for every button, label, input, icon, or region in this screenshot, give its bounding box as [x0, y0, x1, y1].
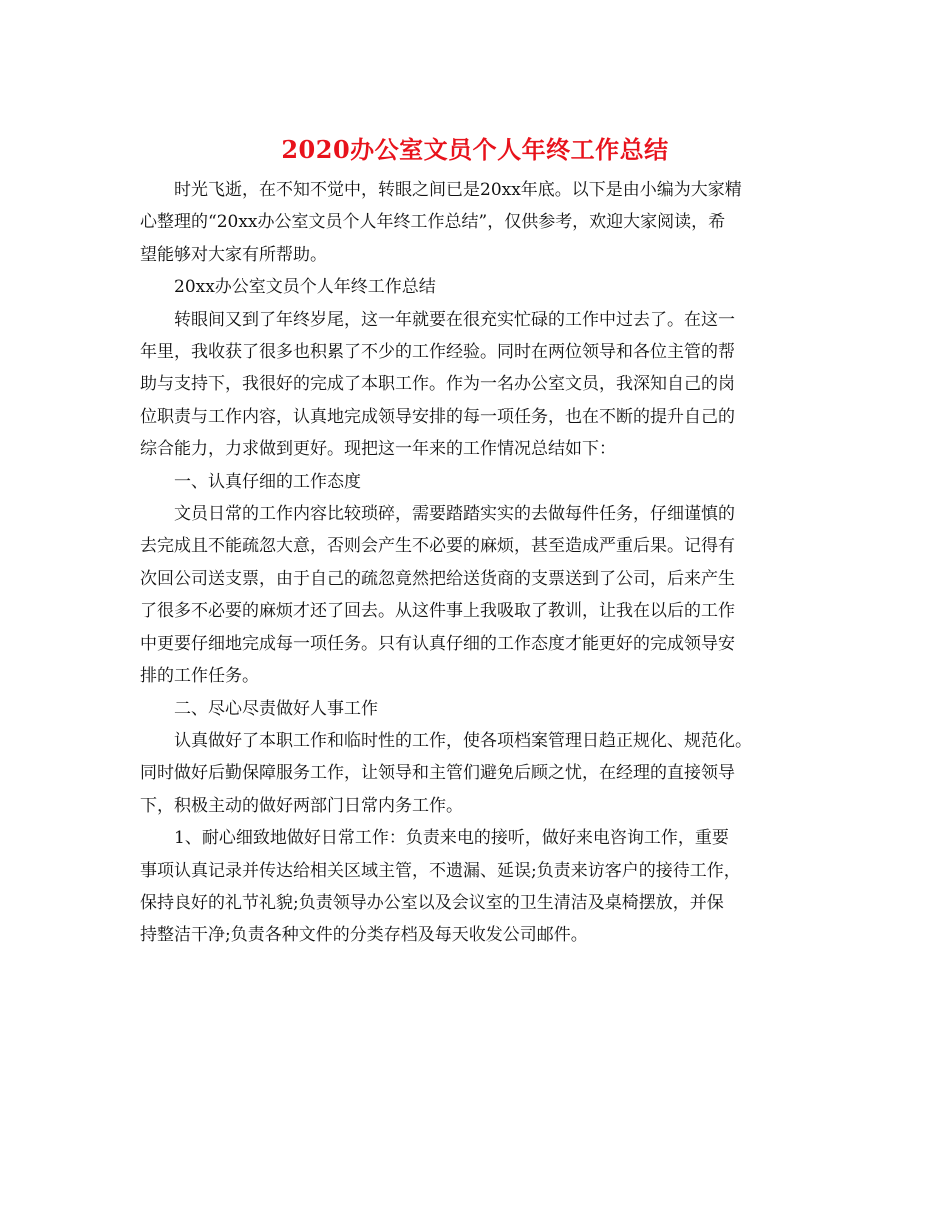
paragraph-line: 认真做好了本职工作和临时性的工作，使各项档案管理日趋正规化、规范化。 [174, 730, 752, 751]
paragraph-line: 次回公司送支票，由于自己的疏忽竟然把给送货商的支票送到了公司，后来产生 [140, 568, 735, 589]
paragraph-line: 心整理的“20xx办公室文员个人年终工作总结”，仅供参考，欢迎大家阅读，希 [140, 212, 726, 233]
paragraph-line: 二、尽心尽责做好人事工作 [174, 698, 378, 719]
paragraph-line: 排的工作任务。 [140, 666, 259, 687]
paragraph [140, 271, 808, 303]
paragraph-line: 了很多不必要的麻烦才还了回去。从这件事上我吸取了教训，让我在以后的工作 [140, 601, 735, 622]
paragraph-line: 事项认真记录并传达给相关区域主管，不遗漏、延误;负责来访客户的接待工作， [140, 860, 741, 881]
paragraph-line: 同时做好后勤保障服务工作，让领导和主管们避免后顾之忧，在经理的直接领导 [140, 763, 735, 784]
paragraph-line: 文员日常的工作内容比较琐碎，需要踏踏实实的去做每件任务，仔细谨慎的 [174, 504, 735, 525]
paragraph-line: 持整洁干净;负责各种文件的分类存档及每天收发公司邮件。 [140, 925, 588, 946]
paragraph [140, 498, 808, 692]
paragraph-line: 助与支持下，我很好的完成了本职工作。作为一名办公室文员，我深知自己的岗 [140, 374, 735, 395]
paragraph-line: 位职责与工作内容，认真地完成领导安排的每一项任务，也在不断的提升自己的 [140, 406, 735, 427]
paragraph-line: 望能够对大家有所帮助。 [140, 244, 327, 265]
paragraph-line: 中更要仔细地完成每一项任务。只有认真仔细的工作态度才能更好的完成领导安 [140, 633, 735, 654]
paragraph-line: 时光飞逝，在不知不觉中，转眼之间已是20xx年底。以下是由小编为大家精 [174, 180, 742, 200]
paragraph-line: 下，积极主动的做好两部门日常内务工作。 [140, 795, 463, 816]
paragraph [140, 304, 808, 466]
paragraph [140, 822, 808, 952]
document-title: 2020办公室文员个人年终工作总结 [281, 135, 669, 164]
paragraph-line: 综合能力，力求做到更好。现把这一年来的工作情况总结如下： [140, 439, 616, 460]
paragraph-line: 1、耐心细致地做好日常工作：负责来电的接听，做好来电咨询工作，重要 [174, 828, 729, 849]
paragraph-line: 保持良好的礼节礼貌;负责领导办公室以及会议室的卫生清洁及桌椅摆放，并保 [140, 892, 724, 913]
paragraph-line: 转眼间又到了年终岁尾，这一年就要在很充实忙碌的工作中过去了。在这一 [174, 309, 735, 330]
paragraph [140, 174, 808, 271]
paragraph [140, 466, 808, 498]
paragraph-line: 年里，我收获了很多也积累了不少的工作经验。同时在两位领导和各位主管的帮 [140, 342, 735, 363]
document-body [140, 174, 808, 952]
paragraph [140, 725, 808, 822]
paragraph-line: 去完成且不能疏忽大意，否则会产生不必要的麻烦，甚至造成严重后果。记得有 [140, 536, 735, 557]
paragraph-line: 一、认真仔细的工作态度 [174, 471, 361, 492]
paragraph-line: 20xx办公室文员个人年终工作总结 [174, 277, 436, 298]
paragraph [140, 693, 808, 725]
